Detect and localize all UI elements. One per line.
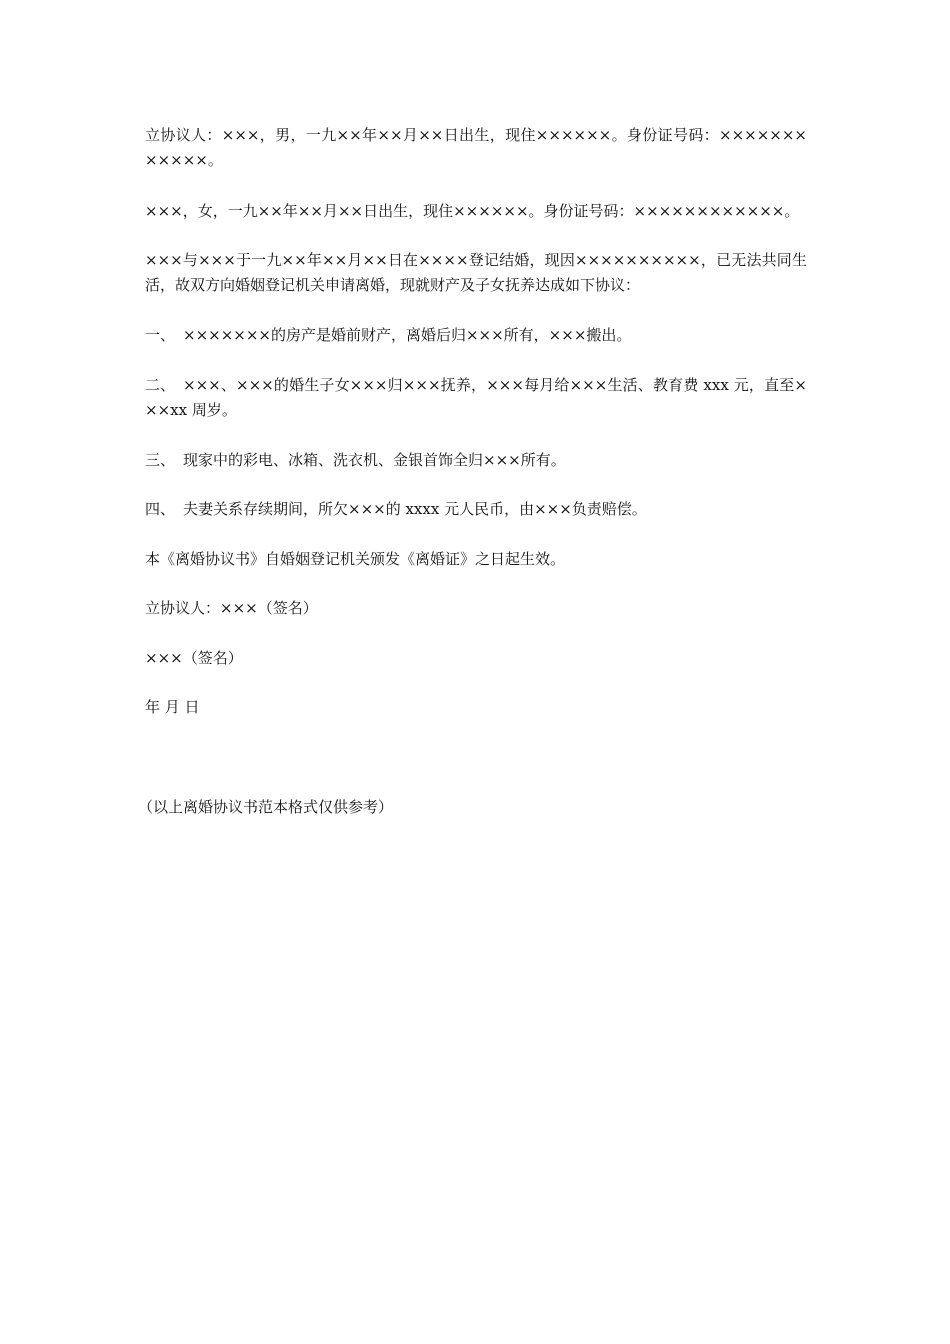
clause-4 xyxy=(145,497,807,522)
clause-4-text: 夫妻关系存续期间，所欠×××的 xxxx 元人民币，由×××负责赔偿。 xyxy=(183,500,647,518)
signature-line-1: 立协议人：×××（签名） xyxy=(145,599,318,617)
signature-line-2: ×××（签名） xyxy=(145,649,243,667)
clause-1 xyxy=(145,323,807,348)
clause-3-number: 三、 xyxy=(145,451,176,469)
clause-4-number: 四、 xyxy=(145,500,176,518)
clause-2-number: 二、 xyxy=(145,376,176,394)
clause-1-number: 一、 xyxy=(145,326,176,344)
clause-3 xyxy=(145,448,807,473)
party-female-paragraph: ×××，女，一九××年××月××日出生，现住××××××。身份证号码：××××××××××××。 xyxy=(145,202,800,220)
intro-paragraph: ×××与×××于一九××年××月××日在××××登记结婚，现因××××××××××，已无法共同生活，故双方向婚姻登记机关申请离婚，现就财产及子女抚养达成如下协议： xyxy=(145,251,807,294)
clause-3-text: 现家中的彩电、冰箱、洗衣机、金银首饰全归×××所有。 xyxy=(183,451,566,469)
clause-2 xyxy=(145,373,807,423)
clause-2-text: ×××、×××的婚生子女×××归×××抚养，×××每月给×××生活、教育费 xxx 元，直至×××xx 周岁。 xyxy=(145,376,807,419)
date-line: 年 月 日 xyxy=(145,698,200,716)
party-male-paragraph: 立协议人：×××，男，一九××年××月××日出生，现住××××××。身份证号码：××××××××××××。 xyxy=(145,126,807,169)
footnote: （以上离婚协议书范本格式仅供参考） xyxy=(138,798,394,816)
clause-1-text: ×××××××的房产是婚前财产，离婚后归×××所有，×××搬出。 xyxy=(183,326,632,344)
effective-paragraph: 本《离婚协议书》自婚姻登记机关颁发《离婚证》之日起生效。 xyxy=(145,550,566,568)
